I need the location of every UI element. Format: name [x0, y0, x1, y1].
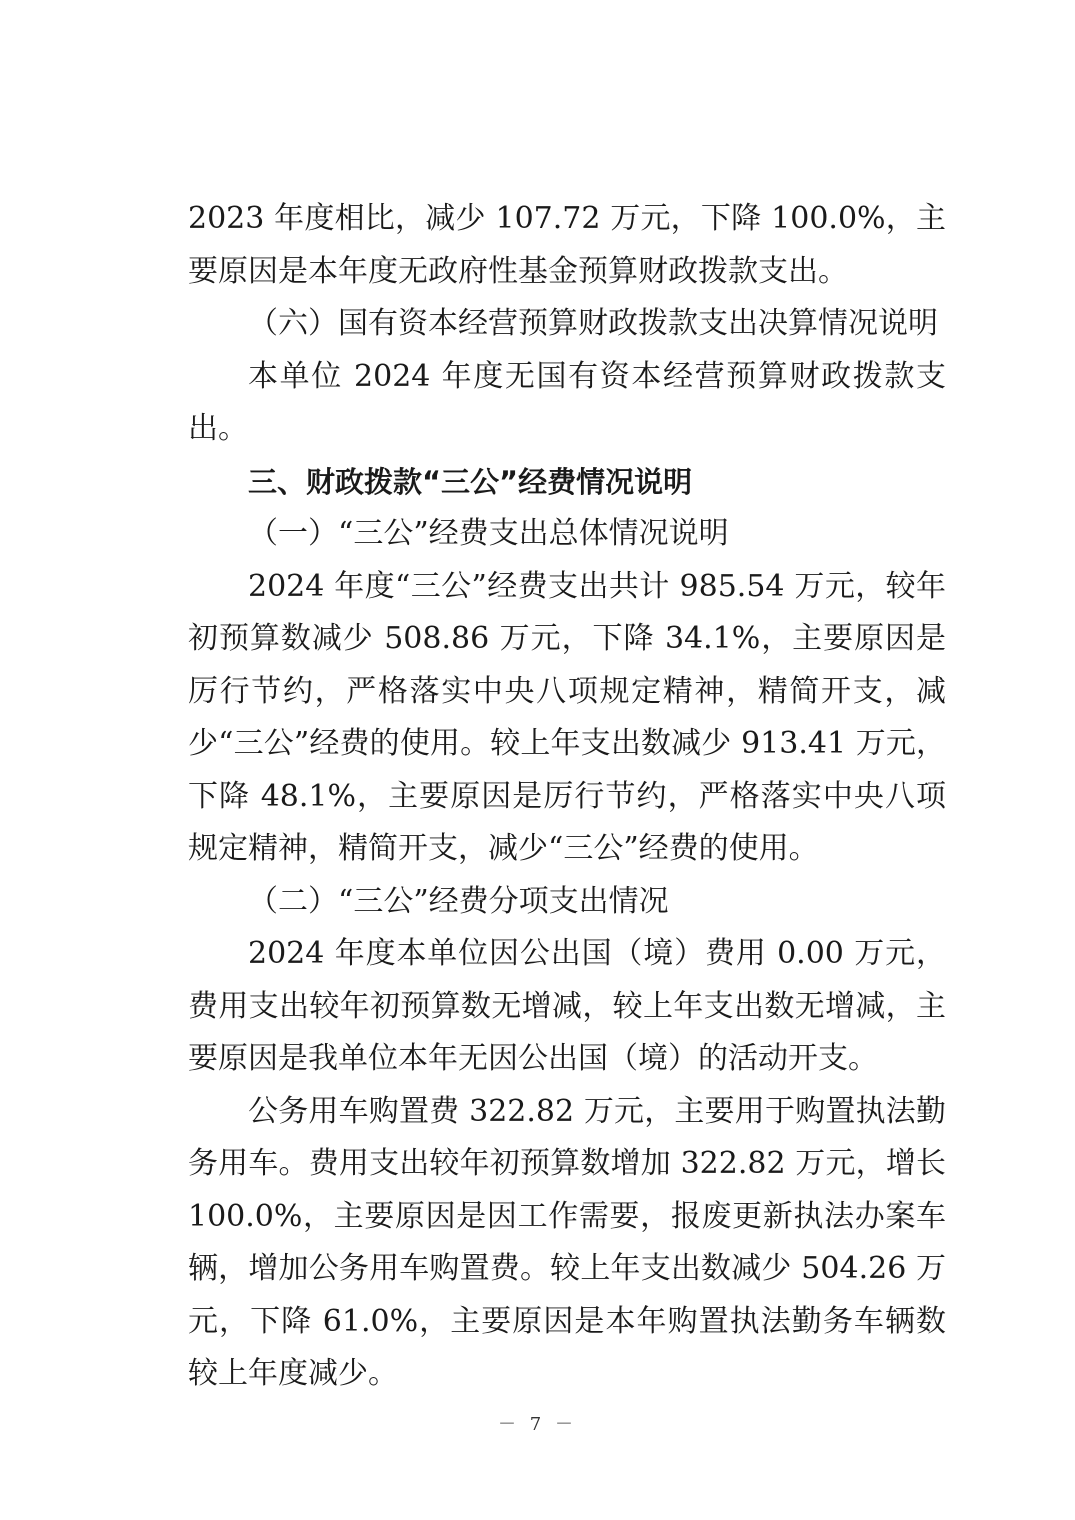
paragraph-overseas-travel: 2024 年度本单位因公出国（境）费用 0.00 万元，费用支出较年初预算数无增减，较上年支出数无增减，主要原因是我单位本年无因公出国（境）的活动开支。 — [188, 936, 946, 1076]
paragraph-state-capital-none: 本单位 2024 年度无国有资本经营预算财政拨款支出。 — [188, 358, 946, 446]
heading-state-capital-budget: （六）国有资本经营预算财政拨款支出决算情况说明 — [248, 306, 938, 341]
heading-three-public-items: （二）“三公”经费分项支出情况 — [248, 883, 669, 919]
paragraph-three-public-overall: 2024 年度“三公”经费支出共计 985.54 万元，较年初预算数减少 508.86 万元，下降 34.1%，主要原因是厉行节约，严格落实中央八项规定精神，精简开支，减少“三公”经费的使用。较上年支出数减少 913.41 万元，下降 48.1%，主要原因是厉行节约，严格落实中央八项规定精神，精简开支，减少“三公”经费的使用。 — [188, 568, 946, 866]
paragraph-vehicle-purchase: 公务用车购置费 322.82 万元，主要用于购置执法勤务用车。费用支出较年初预算数增加 322.82 万元，增长 100.0%，主要原因是因工作需要，报废更新执法办案车辆，增加公务用车购置费。较上年支出数减少 504.26 万元，下降 61.0%，主要原因是本年购置执法勤务车辆数较上年度减少。 — [188, 1093, 946, 1391]
section-heading-three-public: 三、财政拨款“三公”经费情况说明 — [248, 464, 693, 499]
heading-three-public-overall: （一）“三公”经费支出总体情况说明 — [248, 516, 729, 551]
page-number: － 7 － — [498, 1414, 577, 1435]
document-body — [188, 193, 946, 1401]
paragraph-continuation: 2023 年度相比，减少 107.72 万元，下降 100.0%，主要原因是本年度无政府性基金预算财政拨款支出。 — [188, 201, 946, 289]
